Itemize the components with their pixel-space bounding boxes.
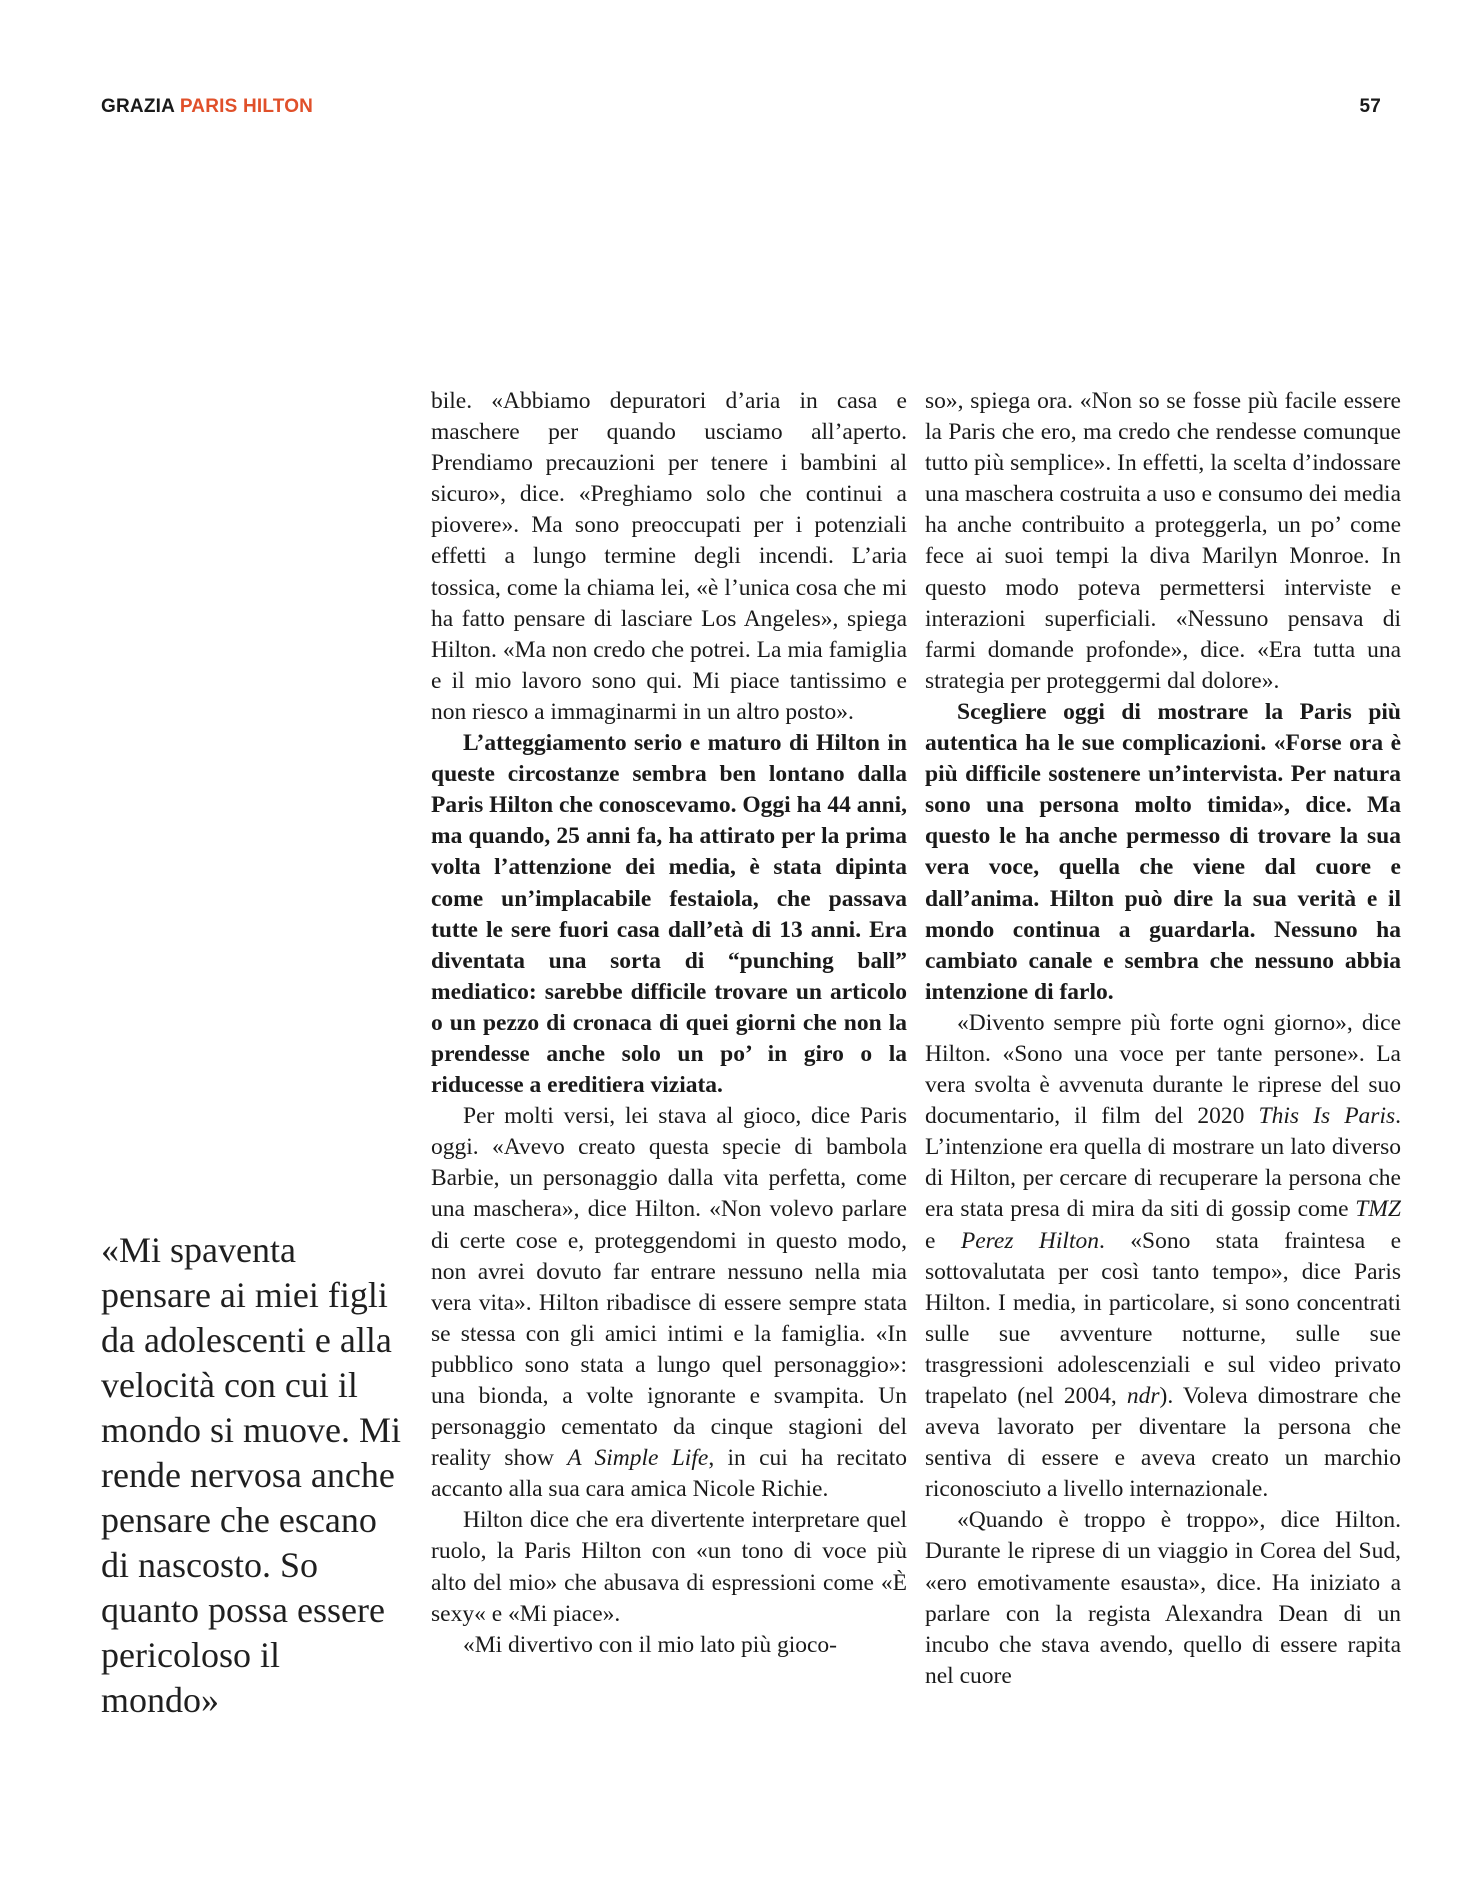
text-run: ). Voleva dimostrare che aveva lavorato per diventare la persona che sentiva di essere e aveva creato un marchio riconosciuto a livello internazionale. xyxy=(925,1383,1401,1503)
paragraph xyxy=(925,1008,1401,1506)
bold-paragraph: L’atteggiamento serio e maturo di Hilton in queste circostanze sembra ben lontano dalla Paris Hilton che conoscevamo. Oggi ha 44 anni, ma quando, 25 anni fa, ha attirato per la prima volta l’attenzione dei media, è stata dipinta come un’implacabile festaiola, che passava tutte le sere fuori casa dall’età di 13 anni. Era diventata una sorta di “punching ball” mediatico: sarebbe difficile trovare un articolo o un pezzo di cronaca di quei giorni che non la prendesse anche solo un po’ in giro o la riducesse a ereditiera viziata. xyxy=(431,730,907,1099)
show-title: A Simple Life xyxy=(567,1445,709,1472)
pull-quote: «Mi spaventa pensare ai miei figli da adolescenti e alla velocità con cui il mondo si muove. Mi rende nervosa anche pensare che escano di nascosto. So quanto possa essere pericoloso il mondo» xyxy=(101,1230,402,1720)
paragraph: «Quando è troppo è troppo», dice Hilton. Durante le riprese di un viaggio in Corea del Sud, «ero emotivamente esausta», dice. Ha iniziato a parlare con la regista Alexandra Dean di un incubo che stava avendo, quello di essere rapita nel cuore xyxy=(925,1507,1401,1689)
paragraph: «Mi divertivo con il mio lato più gioco- xyxy=(463,1631,837,1658)
paragraph xyxy=(431,1101,907,1505)
text-run: «Divento sempre più forte ogni giorno», dice Hilton. «Sono una voce per tante persone». La vera svolta è avvenuta durante le riprese del suo documentario, il film del 2020 xyxy=(925,1009,1401,1130)
text-run: . L’intenzione era quella di mostrare un lato diverso di Hilton, per cercare di recuperare la persona che era stata presa di mira da siti di gossip come xyxy=(925,1103,1402,1223)
site-name: TMZ xyxy=(1355,1196,1401,1223)
paragraph: Hilton dice che era divertente interpretare quel ruolo, la Paris Hilton con «un tono di voce più alto del mio» che abusava di espressioni come «È sexy« e «Mi piace». xyxy=(431,1507,907,1627)
paragraph: so», spiega ora. «Non so se fosse più facile essere la Paris che ero, ma credo che rendesse comunque tutto più semplice». In effetti, la scelta d’indossare una maschera costruita a uso e consumo dei media ha anche contribuito a proteggerla, un po’ come fece ai suoi tempi la diva Marilyn Monroe. In questo modo poteva permettersi interviste e interazioni superficiali. «Nessuno pensava di farmi domande profonde», dice. «Era tutta una strategia per proteggermi dal dolore». xyxy=(925,388,1401,694)
paragraph: bile. «Abbiamo depuratori d’aria in casa e maschere per quando usciamo all’aperto. Prendiamo precauzioni per tenere i bambini al sicuro», dice. «Preghiamo solo che continui a piovere». Ma sono preoccupati per i potenziali effetti a lungo termine degli incendi. L’aria tossica, come la chiama lei, «è l’unica cosa che mi ha fatto pensare di lasciare Los Angeles», spiega Hilton. «Ma non credo che potrei. La mia famiglia e il mio lavoro sono qui. Mi piace tantissimo e non riesco a immaginarmi in un altro posto». xyxy=(431,388,907,725)
bold-paragraph: Scegliere oggi di mostrare la Paris più autentica ha le sue complicazioni. «Forse ora è più difficile sostenere un’intervista. Per natura sono una persona molto timida», dice. Ma questo le ha anche permesso di trovare la sua vera voce, quella che viene dal cuore e dall’anima. Hilton può dire la sua verità e il mondo continua a guardarla. Nessuno ha cambiato canale e sembra che nessuno abbia intenzione di farlo. xyxy=(925,698,1401,1005)
film-title: This Is Paris xyxy=(1258,1103,1396,1130)
editor-note: ndr xyxy=(1126,1383,1160,1409)
text-run: Per molti versi, lei stava al gioco, dice Paris oggi. «Avevo creato questa specie di bambola Barbie, un personaggio dalla vita perfetta, come una maschera», dice Hilton. «Non volevo parlare di certe cose e, proteggendomi in questo modo, non avrei dovuto far entrare nessuno nella mia vera vita». Hilton ribadisce di essere sempre stata se stessa con gli amici intimi e la famiglia. «In pubblico sono stata a lungo quel personaggio»: una bionda, a volte ignorante e svampita. Un personaggio cementato da cinque stagioni del reality show xyxy=(431,1103,907,1472)
text-run: . «Sono stata fraintesa e sottovalutata per così tanto tempo», dice Paris Hilton. I media, in particolare, si sono concentrati sulle sue avventure notturne, sulle sue trasgressioni adolescenziali e sul video privato trapelato (nel 2004, xyxy=(925,1227,1401,1409)
site-name: Perez Hilton xyxy=(960,1227,1099,1254)
magazine-name: GRAZIA xyxy=(101,96,175,117)
page-number: 57 xyxy=(1359,96,1381,117)
running-header xyxy=(101,96,1381,126)
article-column-2 xyxy=(925,386,1401,1692)
text-run: , in cui ha recitato accanto alla sua cara amica Nicole Richie. xyxy=(431,1445,908,1503)
text-run: e xyxy=(925,1227,961,1254)
article-column-1 xyxy=(431,386,907,1661)
section-title: PARIS HILTON xyxy=(179,96,314,117)
